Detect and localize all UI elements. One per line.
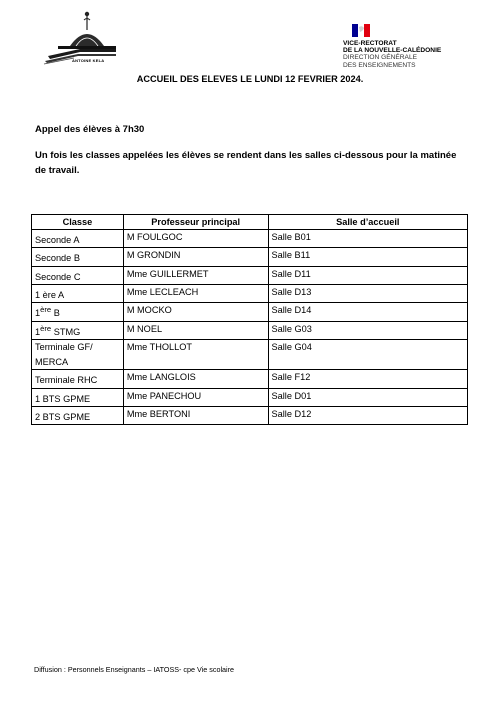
cell-prof: M MOCKO — [123, 303, 268, 321]
header-salle: Salle d’accueil — [268, 215, 467, 230]
cell-salle: Salle G03 — [268, 321, 467, 339]
ministry-line-2: DE LA NOUVELLE-CALÉDONIE — [343, 47, 442, 55]
cell-salle: Salle D11 — [268, 266, 467, 284]
table-row — [32, 230, 468, 248]
school-logo-caption: ANTOINE KELA — [72, 58, 105, 63]
table-row — [32, 248, 468, 266]
cell-prof: Mme PANECHOU — [123, 388, 268, 406]
table-row — [32, 285, 468, 303]
cell-prof: Mme THOLLOT — [123, 339, 268, 369]
table-row — [32, 321, 468, 339]
cell-prof: Mme BERTONI — [123, 406, 268, 424]
cell-salle: Salle D14 — [268, 303, 467, 321]
cell-classe: Terminale GF/ MERCA — [32, 339, 124, 369]
table-row — [32, 266, 468, 284]
cell-classe: 1ère STMG — [32, 321, 124, 339]
cell-salle: Salle D13 — [268, 285, 467, 303]
cell-classe: 1 ère A — [32, 285, 124, 303]
cell-prof: M GRONDIN — [123, 248, 268, 266]
cell-salle: Salle B11 — [268, 248, 467, 266]
cell-classe: Terminale RHC — [32, 370, 124, 388]
cell-prof: M NOEL — [123, 321, 268, 339]
assignment-table — [31, 214, 468, 425]
cell-salle: Salle G04 — [268, 339, 467, 369]
cell-classe: Seconde C — [32, 266, 124, 284]
cell-prof: M FOULGOC — [123, 230, 268, 248]
table-row — [32, 370, 468, 388]
cell-salle: Salle D12 — [268, 406, 467, 424]
cell-salle: Salle B01 — [268, 230, 467, 248]
table-row — [32, 339, 468, 369]
cell-classe: 1ère B — [32, 303, 124, 321]
cell-prof: Mme LANGLOIS — [123, 370, 268, 388]
cell-classe: 1 BTS GPME — [32, 388, 124, 406]
ministry-line-3: DIRECTION GÉNÉRALE — [343, 54, 418, 62]
header-professeur: Professeur principal — [123, 215, 268, 230]
ministry-line-1: VICE-RECTORAT — [343, 40, 397, 47]
cell-prof: Mme GUILLERMET — [123, 266, 268, 284]
marianne-flag-icon — [352, 24, 370, 37]
cell-classe: 2 BTS GPME — [32, 406, 124, 424]
table-header-row — [32, 215, 468, 230]
cell-classe: Seconde B — [32, 248, 124, 266]
table-row — [32, 406, 468, 424]
ministry-block — [343, 40, 441, 69]
call-time: Appel des élèves à 7h30 — [35, 124, 145, 135]
document-title: ACCUEIL DES ELEVES LE LUNDI 12 FEVRIER 2024. — [136, 74, 364, 84]
cell-prof: Mme LECLEACH — [123, 285, 268, 303]
table-row — [32, 388, 468, 406]
cell-classe: Seconde A — [32, 230, 124, 248]
diffusion-footer: Diffusion : Personnels Enseignants – IATOSS- cpe Vie scolaire — [34, 665, 235, 674]
cell-salle: Salle D01 — [268, 388, 467, 406]
intro-paragraph: Un fois les classes appelées les élèves se rendent dans les salles ci-dessous pour la matinée de travail. — [35, 150, 457, 176]
cell-salle: Salle F12 — [268, 370, 467, 388]
ministry-line-4: DES ENSEIGNEMENTS — [343, 61, 416, 69]
header-classe: Classe — [32, 215, 124, 230]
table-row — [32, 303, 468, 321]
